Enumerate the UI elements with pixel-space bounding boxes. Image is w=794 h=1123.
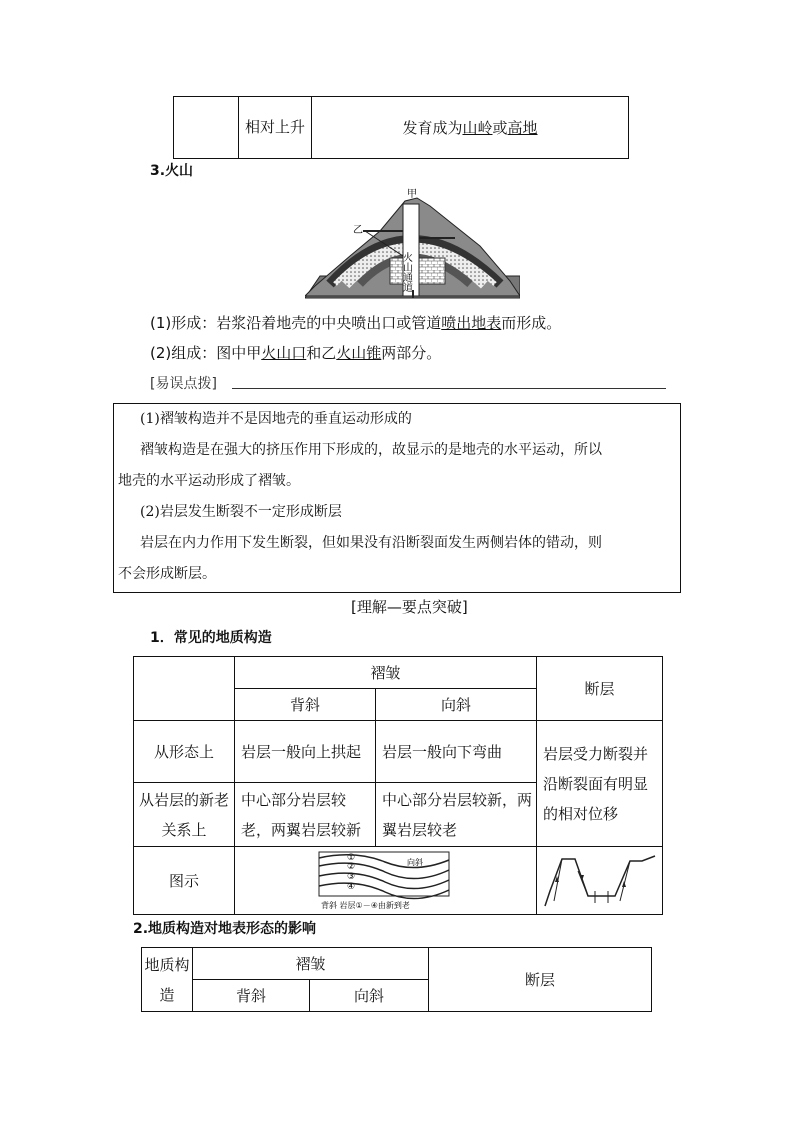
tip-p2: 褶皱构造是在强大的挤压作用下形成的，故显示的是地壳的水平运动，所以 [140, 442, 602, 458]
fold-layer-3: ③ [347, 871, 356, 882]
top-table [173, 96, 629, 159]
volcano-diagram [305, 186, 520, 302]
t1-row2-anticline: 中心部分岩层较老，两翼岩层较新 [235, 783, 376, 847]
t1-fold-figure-cell [235, 847, 537, 915]
t2-fold-header: 褶皱 [193, 948, 429, 980]
t1-row2-syncline: 中心部分岩层较新，两翼岩层较老 [376, 783, 537, 847]
t1-syncline-header: 向斜 [376, 689, 537, 721]
volcano-composition: (2)组成：图中甲火山口和乙火山锥两部分。 [150, 344, 442, 362]
t2-structure-header: 地质构造 [142, 948, 193, 1012]
t2-syncline-header: 向斜 [310, 980, 429, 1012]
t1-row2-label: 从岩层的新老关系上 [134, 783, 235, 847]
tip-tag-line [232, 388, 666, 389]
t1-corner [134, 657, 235, 721]
table2-heading: 2.地质构造对地表形态的影响 [133, 921, 317, 937]
tip-box [113, 403, 681, 593]
tip-p4: (2)岩层发生断裂不一定形成断层 [140, 504, 342, 520]
tip-p6: 不会形成断层。 [118, 566, 216, 582]
t1-anticline-header: 背斜 [235, 689, 376, 721]
volcano-label-jia: 甲 [407, 189, 417, 200]
volcano-heading: 3.火山 [150, 163, 194, 179]
fold-syncline-label: 向斜 [407, 857, 423, 867]
t1-row1-syncline: 岩层一般向下弯曲 [376, 721, 537, 783]
tip-p1: (1)褶皱构造并不是因地壳的垂直运动形成的 [140, 411, 412, 427]
fold-layer-2: ② [347, 861, 356, 872]
t1-fault-header: 断层 [537, 657, 663, 721]
volcano-formation: (1)形成：岩浆沿着地壳的中央喷出口或管道喷出地表而形成。 [150, 314, 562, 332]
volcano-label-yi: 乙 [353, 225, 363, 236]
tip-p3: 地壳的水平运动形成了褶皱。 [118, 473, 300, 489]
t2-anticline-header: 背斜 [193, 980, 310, 1012]
top-table-col3: 发育成为山岭或高地 [312, 97, 629, 159]
t1-row1-label: 从形态上 [134, 721, 235, 783]
t1-row1-anticline: 岩层一般向上拱起 [235, 721, 376, 783]
t1-fault-desc: 岩层受力断裂并沿断裂面有明显的相对位移 [537, 721, 663, 847]
fold-layer-1: ① [347, 852, 356, 863]
t1-fault-figure-cell [537, 847, 663, 915]
top-table-empty-cell [174, 97, 239, 159]
fault-figure [540, 851, 660, 911]
section-title: [理解—要点突破] [351, 598, 468, 616]
fold-caption: 背斜 岩层①－④由新到老 [321, 900, 410, 910]
fold-figure [235, 848, 535, 914]
fold-layer-4: ④ [347, 881, 356, 892]
t1-row3-label: 图示 [134, 847, 235, 915]
geo-structure-table [133, 656, 663, 915]
tip-tag: [易误点拨] [150, 376, 217, 392]
t1-fold-header: 褶皱 [235, 657, 537, 689]
surface-effect-table [141, 947, 652, 1012]
t2-fault-header: 断层 [429, 948, 652, 1012]
top-table-col2: 相对上升 [239, 97, 312, 159]
tip-p5: 岩层在内力作用下发生断裂，但如果没有沿断裂面发生两侧岩体的错动，则 [140, 535, 602, 551]
table1-heading: 1．常见的地质构造 [150, 630, 272, 646]
volcano-conduit-label: 火山通道 [400, 252, 412, 292]
